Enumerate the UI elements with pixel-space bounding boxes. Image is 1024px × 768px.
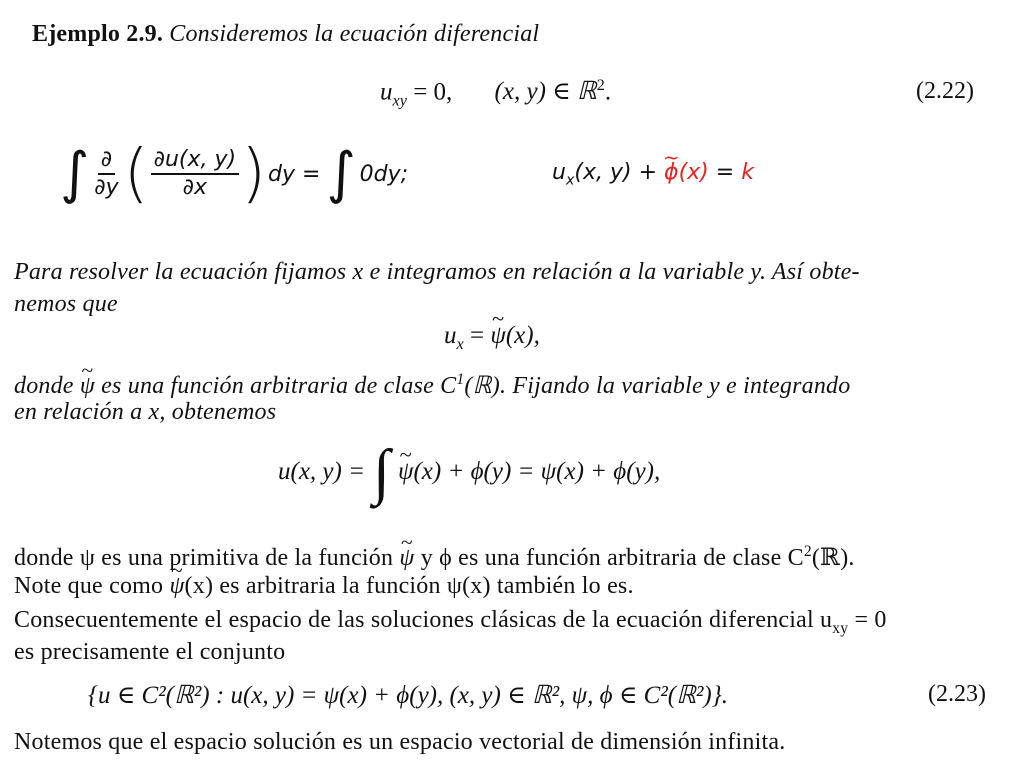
zero-dy: 0dy;	[359, 161, 409, 187]
equation-ux	[444, 322, 540, 354]
paragraph3-line1	[14, 536, 855, 574]
p3-l3-sub: xy	[832, 619, 849, 637]
ux-args: (x, y) +	[574, 160, 658, 185]
integral-sign-2: ∫	[326, 141, 356, 206]
right-paren: )	[241, 137, 267, 211]
equx-psi: ~ ψ	[490, 322, 506, 350]
equx-eq: =	[463, 322, 491, 349]
closing-sentence: Notemos que el espacio solución es un espacio vectorial de dimensión infinita.	[14, 729, 786, 755]
equ-rest: (x) + ϕ(y) = ψ(x) + ϕ(y),	[413, 458, 661, 485]
p2-a: donde	[14, 373, 80, 399]
equx-rest: (x),	[505, 322, 540, 349]
equation-number-2-23: (2.23)	[928, 681, 986, 707]
paragraph3-line4: es precisamente el conjunto	[14, 639, 286, 665]
p3-l2-psi: ~ ψ	[169, 570, 184, 602]
p3-l1-c: (ℝ).	[811, 545, 855, 571]
p3-l3-b: = 0	[848, 607, 887, 633]
example-intro: Consideremos la ecuación diferencial	[169, 21, 540, 47]
paragraph3-line2	[14, 570, 634, 602]
eq-u: u	[380, 78, 393, 106]
dy-equals: dy =	[268, 161, 321, 187]
p3-l3-a: Consecuentemente el espacio de las soluciones clásicas de la ecuación diferencial u	[14, 607, 833, 633]
inner-num: ∂u(x, y)	[151, 147, 240, 175]
p3-l2-b: (x) es arbitraria la función ψ(x) también lo es.	[184, 573, 634, 599]
p2-b: es una función arbitraria de clase C	[94, 373, 457, 399]
paragraph2-line2: en relación a x, obtenemos	[14, 399, 277, 425]
p3-l1-sup: 2	[803, 543, 812, 560]
integral-sign: ∫	[60, 141, 90, 206]
phi-tilde: ~ ϕ	[664, 160, 679, 185]
paragraph1-line1: Para resolver la ecuación fijamos x e integramos en relación a la variable y. Así obte-	[14, 259, 860, 285]
equation-2-22	[380, 76, 611, 110]
equx-lhs: u	[444, 322, 457, 349]
eq-domain: (x, y) ∈ ℝ	[494, 78, 597, 106]
p3-l1-b: y ϕ es una función arbitraria de clase C	[414, 545, 804, 571]
p3-l1-psi: ~ ψ	[399, 542, 414, 574]
example-heading	[32, 18, 539, 50]
eq-period: .	[604, 78, 612, 106]
equation-u	[278, 440, 660, 504]
eq-domain-sup: 2	[596, 76, 605, 94]
equ-int: ∫	[372, 438, 390, 506]
partial-den: ∂y	[94, 175, 119, 200]
eq-rest: = 0,	[413, 78, 453, 106]
left-paren: (	[123, 137, 149, 211]
equation-2-23: {u ∈ C²(ℝ²) : u(x, y) = ψ(x) + ϕ(y), (x, y) ∈ ℝ², ψ, ϕ ∈ C²(ℝ²)}.	[88, 682, 728, 709]
equals-sign: =	[715, 160, 735, 185]
inserted-integral-equation	[60, 136, 408, 212]
inserted-ux-equation	[552, 160, 754, 188]
equx-sub: x	[456, 335, 464, 353]
p3-l2-a: Note que como	[14, 573, 170, 599]
phi-args: (x)	[678, 160, 709, 185]
equation-number-2-22: (2.22)	[916, 78, 974, 104]
inner-fraction	[151, 147, 240, 202]
p3-l1-a: donde ψ es una primitiva de la función	[14, 545, 400, 571]
ux-sub: x	[565, 172, 575, 189]
ux-u: u	[552, 160, 566, 185]
equ-lhs: u(x, y) =	[278, 458, 365, 485]
p2-sup: 1	[456, 371, 465, 388]
eq-sub: xy	[392, 91, 407, 110]
paragraph1-line2: nemos que	[14, 291, 118, 317]
example-title: Ejemplo 2.9.	[32, 21, 164, 47]
equ-psi: ~ ψ	[398, 458, 414, 486]
partial-num: ∂	[98, 147, 115, 175]
p2-psi: ~ ψ	[80, 370, 95, 402]
inner-den: ∂x	[182, 175, 208, 200]
p2-c: (ℝ). Fijando la variable y e integrando	[464, 373, 851, 399]
partial-fraction	[91, 147, 121, 202]
constant-k: k	[741, 160, 754, 185]
